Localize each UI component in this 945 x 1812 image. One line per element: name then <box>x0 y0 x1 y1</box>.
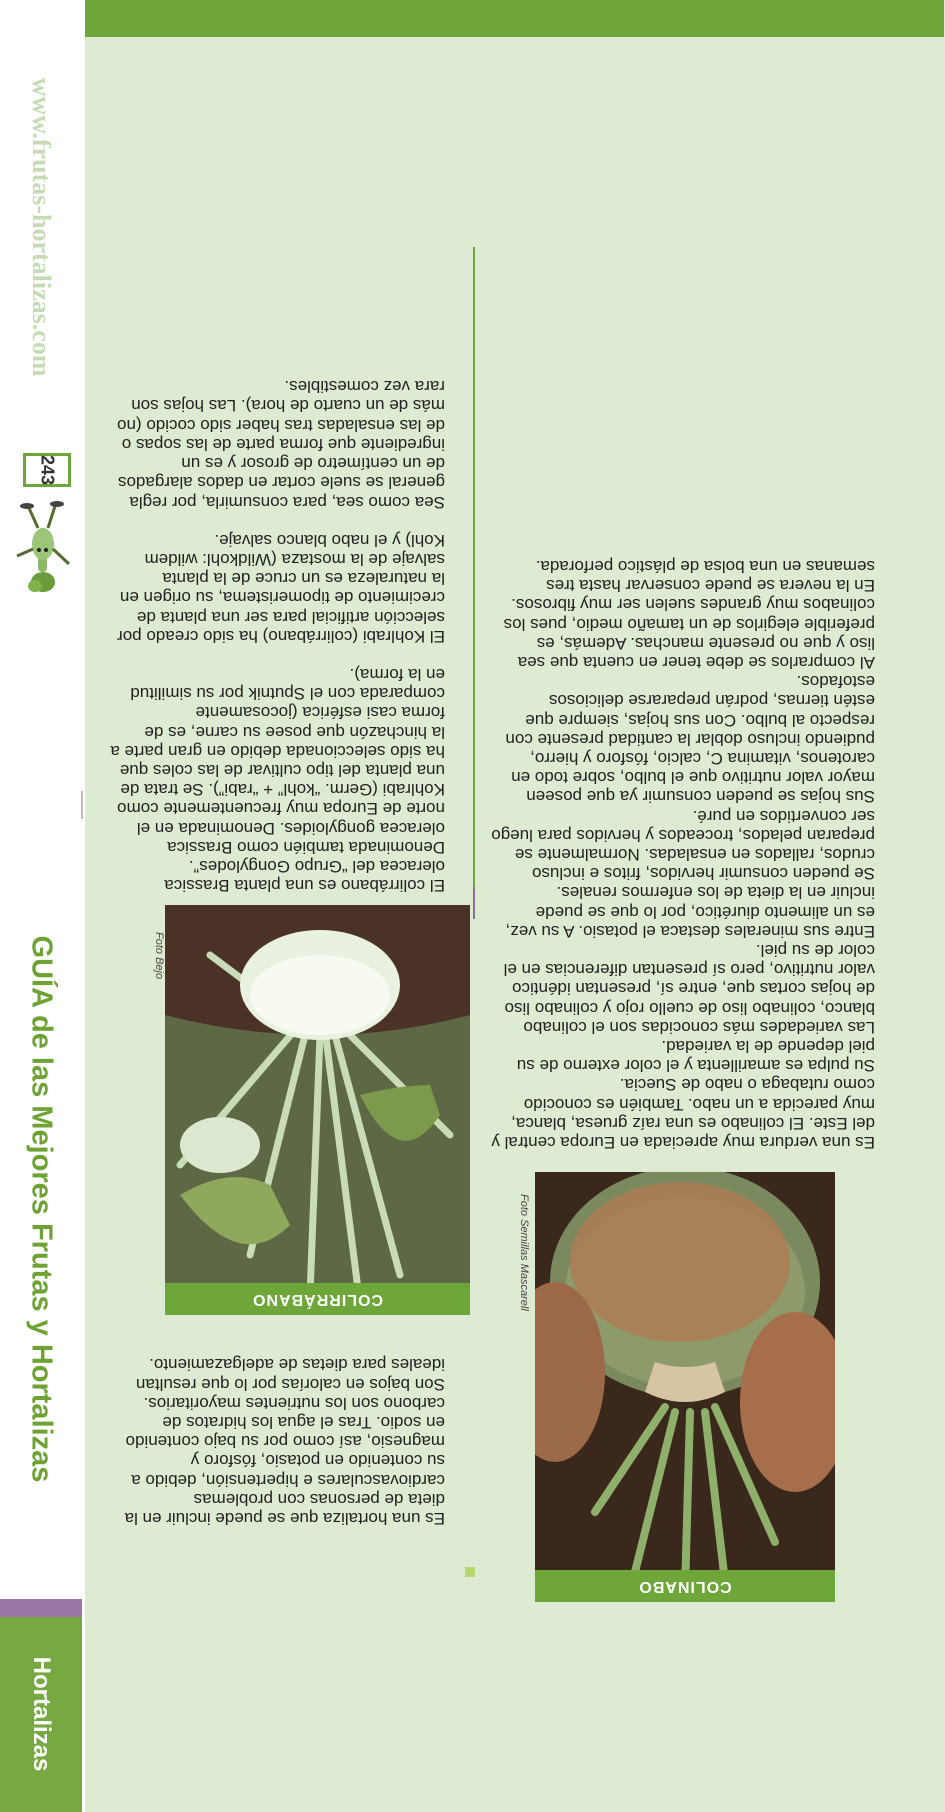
website-text: www.frutas-hortalizas.com <box>27 77 57 377</box>
colirrabano-label: COLIRRÁBANO <box>165 1283 470 1315</box>
rutabaga-image <box>535 1172 835 1602</box>
colirrabano-paragraph: El colirrábano es una planta Brassica oleracea del “Grupo Gongylodes”. Denominada también como Brassica oleracea gongyloides. Denominada en el norte de Europa muy frecuentemente como Kohlrabi (Germ. “kohl” + “rabi”). Se trata de una planta del tipo cultivar de las coles que ha sido seleccionada debido en gran parte a la hinchazón que posee su carne, es de forma casi esférica (jocosamente comparada con el Sputnik por su similitud en la forma). <box>110 664 445 896</box>
bullet-icon <box>465 1567 475 1577</box>
colirrabano-article <box>110 108 445 1528</box>
column-divider-green <box>473 247 475 887</box>
section-tab <box>0 1617 82 1812</box>
page-number-box <box>23 453 71 487</box>
colirrabano-paragraph: El Kohlrabi (colirrábano) ha sido creado por selección artificial para ser una planta de crecimiento de tipomeristema, su origen en la naturaleza es un cruce de la planta salvaje de la mostaza (Wildkohl: wildem Kohl) y el nabo blanco salvaje. <box>117 530 445 646</box>
colinabo-photo <box>535 1172 835 1602</box>
colirrabano-paragraph: Es una hortaliza que se puede incluir en la dieta de personas con problemas cardiovasculares e hipertensión, debido a su contenido en potasio, fósforo y magnesio, así como por su bajo contenido en sodio. Tras el agua los hidratos de carbono son los nutrientes mayoritarios. Son bajos en calorías por lo que resultan ideales para dietas de adelgazamiento. <box>124 1355 445 1528</box>
divider <box>81 791 83 819</box>
colinabo-paragraph: Su pulpa es amarillenta y el color externo de su piel depende de la variedad. <box>516 1036 875 1076</box>
page-number: 243 <box>37 454 58 486</box>
section-stripe <box>0 1599 82 1617</box>
colinabo-paragraph: Las variedades más conocidas son el colinabo blanco, colinabo liso de cuello rojo y colinabo liso de hojas cortas que, entre sí, presentan idéntico valor nutritivo, pero sí presentan diferencias en el color de su piel. <box>503 940 875 1037</box>
guide-title-text: GUÍA de las Mejores Frutas y Hortalizas <box>26 935 58 1483</box>
website <box>4 22 79 432</box>
colinabo-article <box>490 0 875 1152</box>
colinabo-photo-credit: Foto Semillas Mascarell <box>518 1194 530 1311</box>
guide-title <box>4 819 79 1599</box>
colinabo-paragraph: Al comprarlos se debe tener en cuenta que sea liso y que no presente manchas. Además, es preferible elegirlos de un tamaño medio, pues los colinabos muy grandes suelen ser muy fibrosos. En la nevera se puede conservar hasta tres semanas en una bolsa de plástico perforada. <box>503 556 875 672</box>
colinabo-paragraph: Entre sus minerales destaca el potasio. A su vez, es un alimento diurético, por lo que se puede incluir en la dieta de los enfermos renales. <box>505 883 875 941</box>
colinabo-label: COLINABO <box>535 1570 835 1602</box>
colinabo-paragraph: Sus hojas se pueden consumir ya que poseen mayor valor nutritivo que el bulbo, sobre todo en carotenos, vitamina C, calcio, fósforo y hierro, pudiendo incluso doblar la cantidad presente con respecto al bulbo. Con sus hojas, siempre que estén tiernas, podrán prepararse deliciosos estofados. <box>505 672 875 807</box>
colirrabano-paragraph: Sea como sea, para consumirla, por regla general se suele cortar en dados alargados de un centímetro de grosor y es un ingrediente que forma parte de las sopas o de las ensaladas tras haber sido cocido (no más de un cuarto de hora). Las hojas son rara vez comestibles. <box>117 377 445 512</box>
colirrabano-photo-credit: Foto Bejo <box>153 932 165 980</box>
column-divider-purple <box>473 887 475 919</box>
colinabo-paragraph: Se pueden consumir hervidos, fritos e incluso crudos, rallados en ensaladas. Normalmente se preparan pelados, troceados y hervidos para luego ser convertidos en puré. <box>491 806 875 884</box>
vegetable-mascot-icon <box>3 494 83 594</box>
colinabo-paragraph: Es una verdura muy apreciada en Europa central y del Este. El colinabo es una raíz gruesa, blanca, muy parecida a un nabo. También es conocido como rutabaga o nabo de Suecia. <box>491 1075 875 1152</box>
section-label: Hortalizas <box>28 1657 55 1772</box>
